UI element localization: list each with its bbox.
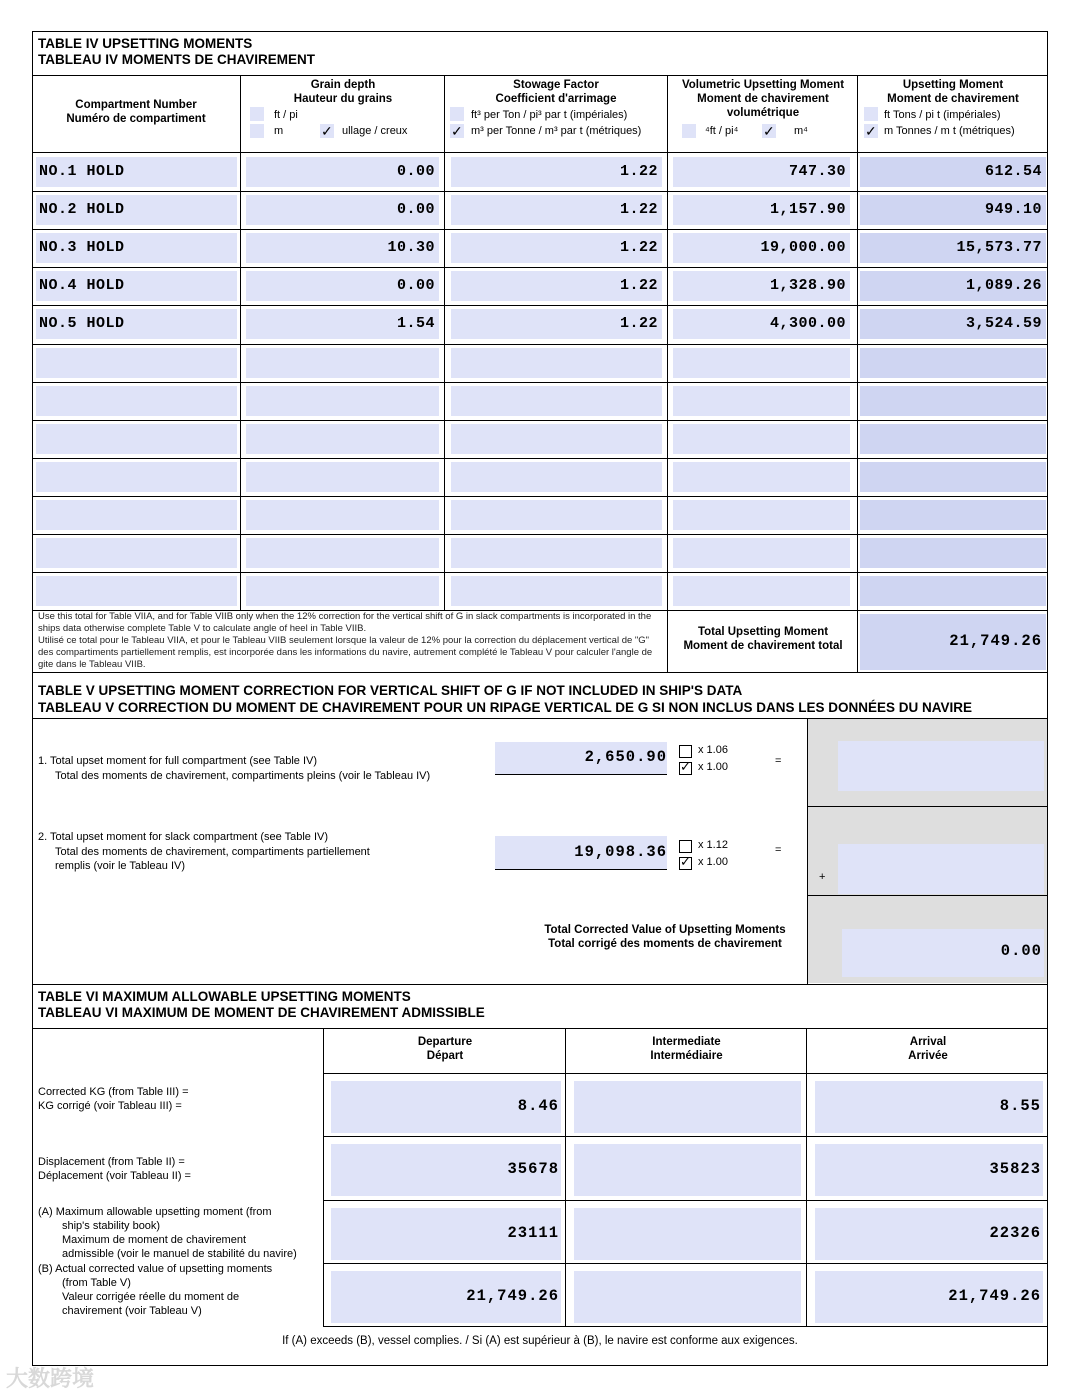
row-8-grain-field[interactable] [246,424,439,454]
upsetting-metric-label: m Tonnes / m t (métriques) [884,125,1015,137]
col-arrival-en: Arrival [909,1036,947,1048]
check-icon: ✓ [451,123,463,139]
row-6-upsetting-field[interactable] [860,348,1046,378]
col-intermediate-header [567,1035,806,1063]
divider [807,895,1048,896]
upsetting-header-en: Upsetting Moment [902,79,1004,91]
row-divider [32,572,1048,573]
table5-item1-value: 2,650.90 [584,748,667,766]
stowage-metric-label: m³ per Tonne / m³ par t (métriques) [471,125,642,137]
volumetric-header-en: Volumetric Upsetting Moment [681,79,845,91]
row-3-compartment-value: NO.3 HOLD [39,239,125,257]
row-6-stowage-field[interactable] [451,348,662,378]
item1-equals: = [775,755,782,767]
volumetric-ft-checkbox[interactable] [682,124,696,138]
divider [32,1028,1048,1029]
row-2-compartment-value: NO.2 HOLD [39,201,125,219]
volumetric-ft-label: ⁴ft / pi⁴ [705,125,739,137]
upsetting-imperial-label: ft Tons / pi t (impériales) [884,109,1001,121]
item2-plus: + [819,871,826,883]
item2-multiplier-100-checkbox[interactable] [679,857,692,870]
table4-title-en: TABLE IV UPSETTING MOMENTS [38,36,253,51]
upsetting-header-fr: Moment de chavirement [887,93,1019,105]
row-divider [32,191,1048,192]
compliance-footer: If (A) exceeds (B), vessel complies. / Si (A) est supérieur à (B), le navire est conforme aux exigences. [282,1335,798,1347]
row-10-grain-field[interactable] [246,500,439,530]
row-10-volumetric-field[interactable] [673,500,850,530]
actual-moment-l1: (B) Actual corrected value of upsetting moments [38,1263,273,1275]
grain-header [242,78,444,106]
item2-multiplier-100-label: x 1.00 [698,856,728,868]
stowage-header-fr: Coefficient d'arrimage [495,93,617,105]
check-icon: ✓ [865,123,877,139]
row-11-compartment-field[interactable] [36,538,237,568]
volumetric-header [669,78,857,120]
volumetric-header-fr2: volumétrique [726,107,800,119]
row-7-grain-field[interactable] [246,386,439,416]
row-12-upsetting-field[interactable] [860,576,1046,606]
compartment-header-en: Compartment Number [75,99,197,111]
col-departure-en: Departure [417,1036,473,1048]
table5-item2-fr2: remplis (voir le Tableau IV) [55,860,186,872]
table5-title-en: TABLE V UPSETTING MOMENT CORRECTION FOR VERTICAL SHIFT OF G IF NOT INCLUDED IN SHIP'S DATA [38,683,743,698]
grain-m-checkbox[interactable] [250,124,264,138]
divider [857,75,858,672]
disp-label-en: Displacement (from Table II) = [38,1156,185,1168]
watermark-logo: 大数跨境 [6,1367,95,1392]
table5-title-fr: TABLEAU V CORRECTION DU MOMENT DE CHAVIREMENT POUR UN RIPAGE VERTICAL DE G SI NON INCLUS DANS LES DONNÉES DU NAVIRE [38,700,973,715]
row-5-upsetting-value: 3,524.59 [965,315,1042,333]
row-12-volumetric-field[interactable] [673,576,850,606]
divider [807,806,1048,807]
row-2-grain-value: 0.00 [396,201,435,219]
col-intermediate-fr: Intermédiaire [650,1050,723,1062]
table5-total-label-en: Total Corrected Value of Upsetting Moments [544,924,786,936]
table5-item1-result[interactable] [838,741,1044,791]
table5-total-value: 0.00 [1000,942,1042,960]
table4-note [38,611,662,671]
table4-total-value: 21,749.26 [949,632,1042,650]
divider [32,672,1048,673]
row-divider [32,534,1048,535]
table4-total-label-fr: Moment de chavirement total [683,640,843,652]
row-11-volumetric-field[interactable] [673,538,850,568]
row-9-volumetric-field[interactable] [673,462,850,492]
kg-label-en: Corrected KG (from Table III) = [38,1086,189,1098]
disp-departure-value: 35678 [507,1160,559,1178]
disp-label [38,1155,191,1183]
divider [32,152,1048,153]
grain-ft-label: ft / pi [274,109,298,121]
max-moment-arrival-value: 22326 [989,1224,1041,1242]
row-divider [32,229,1048,230]
item2-equals: = [775,844,782,856]
max-moment-l2: ship's stability book) [62,1220,161,1232]
compartment-header [34,98,238,126]
table5-item2-result[interactable] [838,844,1044,894]
col-intermediate-en: Intermediate [652,1036,721,1048]
row-11-stowage-field[interactable] [451,538,662,568]
table5-item1-en: 1. Total upset moment for full compartment (see Table IV) [38,755,318,767]
row-divider [32,344,1048,345]
row-divider [32,496,1048,497]
actual-moment-l3: Valeur corrigée réelle du moment de [62,1291,240,1303]
item2-multiplier-112-label: x 1.12 [698,839,728,851]
row-1-upsetting-value: 612.54 [984,163,1042,180]
row-3-stowage-value: 1.22 [619,239,658,257]
divider [323,1263,1048,1264]
row-5-grain-value: 1.54 [396,315,435,333]
row-7-volumetric-field[interactable] [673,386,850,416]
kg-departure-value: 8.46 [517,1097,559,1115]
row-5-stowage-value: 1.22 [619,315,658,333]
kg-intermediate-field[interactable] [574,1081,801,1133]
stowage-imperial-checkbox[interactable] [450,107,464,121]
disp-intermediate-field[interactable] [574,1144,801,1196]
row-9-grain-field[interactable] [246,462,439,492]
row-2-upsetting-value: 949.10 [984,201,1042,219]
max-moment-departure-value: 23111 [507,1224,559,1242]
row-3-upsetting-value: 15,573.77 [956,239,1042,257]
table5-item2-fr1: Total des moments de chavirement, compartiments partiellement [55,846,370,858]
row-1-stowage-value: 1.22 [619,163,658,180]
max-moment-l4: admissible (voir le manuel de stabilité du navire) [62,1248,297,1260]
divider [323,1136,1048,1137]
kg-label-fr: KG corrigé (voir Tableau III) = [38,1100,182,1112]
row-4-volumetric-value: 1,328.90 [769,277,846,295]
actual-moment-arrival-value: 21,749.26 [948,1287,1041,1305]
row-6-grain-field[interactable] [246,348,439,378]
table4-total-label-en: Total Upsetting Moment [697,626,829,638]
col-departure-header [325,1035,565,1063]
item1-multiplier-106-checkbox[interactable] [679,745,692,758]
row-8-compartment-field[interactable] [36,424,237,454]
table5-item1-fr: Total des moments de chavirement, compartiments pleins (voir le Tableau IV) [55,770,431,782]
table5-item2-en: 2. Total upset moment for slack compartment (see Table IV) [38,831,329,843]
kg-label [38,1085,189,1113]
item1-multiplier-100-checkbox[interactable] [679,762,692,775]
row-2-volumetric-value: 1,157.90 [769,201,846,219]
row-6-compartment-field[interactable] [36,348,237,378]
row-12-grain-field[interactable] [246,576,439,606]
row-1-grain-value: 0.00 [396,163,435,180]
row-6-volumetric-field[interactable] [673,348,850,378]
row-4-upsetting-value: 1,089.26 [965,277,1042,295]
row-10-stowage-field[interactable] [451,500,662,530]
max-moment-l3: Maximum de moment de chavirement [62,1234,247,1246]
grain-ullage-label: ullage / creux [342,125,408,137]
grain-ft-checkbox[interactable] [250,107,264,121]
row-12-stowage-field[interactable] [451,576,662,606]
actual-moment-intermediate-field[interactable] [574,1271,801,1323]
row-divider [32,382,1048,383]
table5-total-label-fr: Total corrigé des moments de chavirement [548,938,782,950]
volumetric-header-fr1: Moment de chavirement [697,93,829,105]
row-9-upsetting-field[interactable] [860,462,1046,492]
row-divider [32,420,1048,421]
row-divider [32,458,1048,459]
col-arrival-header [808,1035,1048,1063]
upsetting-header [859,78,1047,106]
row-7-upsetting-field[interactable] [860,386,1046,416]
row-12-compartment-field[interactable] [36,576,237,606]
row-8-volumetric-field[interactable] [673,424,850,454]
row-5-compartment-value: NO.5 HOLD [39,315,125,333]
compartment-header-fr: Numéro de compartiment [66,113,206,125]
stowage-imperial-label: ft³ per Ton / pi³ par t (impériales) [471,109,628,121]
table4-note-fr: Utilisé ce total pour le Tableau VIIA, et pour le Tableau VIIB seulement lorsque la valeur de 12% pour la correction du déplacement vertical de "G" des compartiments partiellement remplis, est incorporée dans les informations du navire, autrement complété le Tableau V pour calculer l'angle de gite dans le Tableau VIIB. [38,635,653,670]
row-10-upsetting-field[interactable] [860,500,1046,530]
upsetting-imperial-checkbox[interactable] [864,107,878,121]
row-9-compartment-field[interactable] [36,462,237,492]
grain-header-fr: Hauteur du grains [293,93,393,105]
row-8-stowage-field[interactable] [451,424,662,454]
disp-arrival-value: 35823 [989,1160,1041,1178]
divider [323,1200,1048,1201]
row-2-stowage-value: 1.22 [619,201,658,219]
divider [444,75,445,610]
divider [240,75,241,610]
max-moment-label [38,1205,328,1261]
grain-m-label: m [274,125,284,137]
row-3-grain-value: 10.30 [387,239,435,257]
row-1-compartment-value: NO.1 HOLD [39,163,125,180]
actual-moment-l4: chavirement (voir Tableau V) [62,1305,202,1317]
table6-title-en: TABLE VI MAXIMUM ALLOWABLE UPSETTING MOMENTS [38,989,411,1004]
row-divider [32,267,1048,268]
volumetric-m-label: m⁴ [794,125,808,137]
col-departure-fr: Départ [426,1050,464,1062]
divider [32,75,1048,76]
row-3-volumetric-value: 19,000.00 [760,239,846,257]
divider [323,1326,1048,1327]
divider [667,75,668,672]
grain-header-en: Grain depth [310,79,376,91]
table4-title-fr: TABLEAU IV MOMENTS DE CHAVIREMENT [38,52,316,67]
row-11-grain-field[interactable] [246,538,439,568]
row-1-volumetric-value: 747.30 [788,163,846,180]
check-icon: ✓ [763,123,775,139]
row-5-volumetric-value: 4,300.00 [769,315,846,333]
divider [32,984,1048,985]
col-arrival-fr: Arrivée [908,1050,948,1062]
row-divider [32,305,1048,306]
kg-arrival-value: 8.55 [999,1097,1041,1115]
row-4-stowage-value: 1.22 [619,277,658,295]
actual-moment-departure-value: 21,749.26 [466,1287,559,1305]
row-9-stowage-field[interactable] [451,462,662,492]
max-moment-l1: (A) Maximum allowable upsetting moment (from [38,1206,272,1218]
actual-moment-l2: (from Table V) [62,1277,131,1289]
item2-multiplier-112-checkbox[interactable] [679,840,692,853]
row-7-compartment-field[interactable] [36,386,237,416]
item1-multiplier-100-label: x 1.00 [698,761,728,773]
row-4-grain-value: 0.00 [396,277,435,295]
table5-total-label [520,923,810,951]
row-10-compartment-field[interactable] [36,500,237,530]
stowage-header-en: Stowage Factor [513,79,599,91]
item1-multiplier-106-label: x 1.06 [698,744,728,756]
divider [323,1073,1048,1074]
table6-title-fr: TABLEAU VI MAXIMUM DE MOMENT DE CHAVIREMENT ADMISSIBLE [38,1005,485,1020]
row-8-upsetting-field[interactable] [860,424,1046,454]
row-7-stowage-field[interactable] [451,386,662,416]
row-4-compartment-value: NO.4 HOLD [39,277,125,295]
table5-item2-value: 19,098.36 [574,843,667,861]
table4-total-label [669,625,857,653]
disp-label-fr: Déplacement (voir Tableau II) = [38,1170,191,1182]
table4-note-en: Use this total for Table VIIA, and for Table VIIB only when the 12% correction for the vertical shift of G in slack compartments is incorporated in the ships data otherwise complete Table V to calculate angle of heel in Table VIIB. [38,611,652,634]
check-icon: ✓ [321,123,333,139]
actual-moment-label [38,1262,323,1318]
row-11-upsetting-field[interactable] [860,538,1046,568]
max-moment-intermediate-field[interactable] [574,1208,801,1260]
stowage-header [446,78,666,106]
